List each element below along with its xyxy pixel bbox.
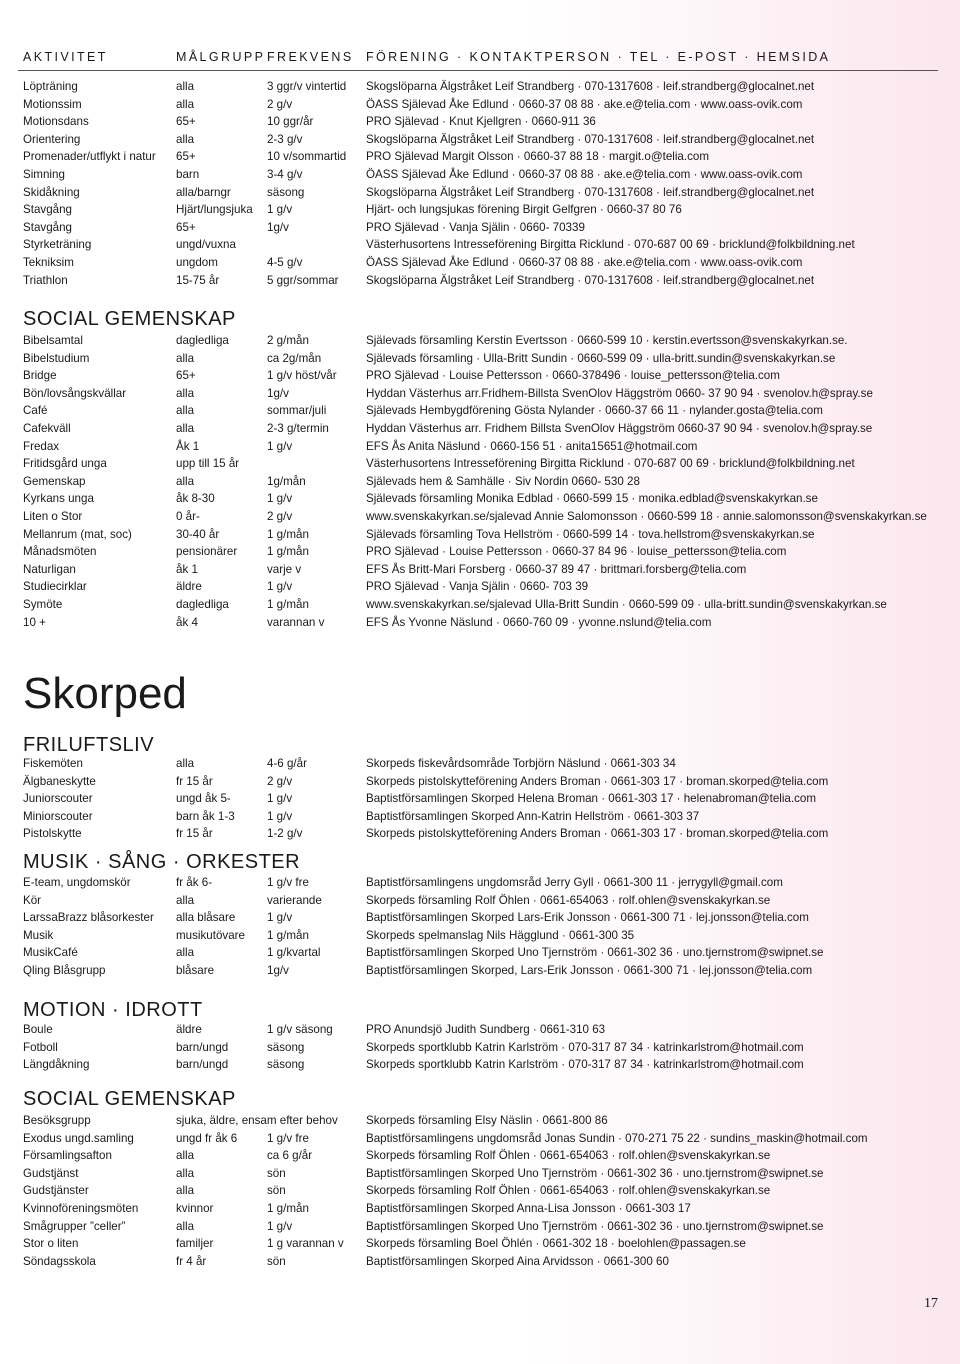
activity-cell: Exodus ungd.samling [23,1131,134,1145]
activity-cell: Studiecirklar [23,580,87,594]
target-group-cell: alla [176,386,195,400]
activity-cell: Skidåkning [23,185,80,199]
table-row [0,874,960,892]
activity-cell: Stavgång [23,220,72,234]
target-group-cell: alla blåsare [176,911,236,925]
table-row [0,184,960,202]
table-row [0,113,960,131]
target-group-cell: 65+ [176,369,196,383]
association-cell: PRO Själevad · Louise Pettersson · 0660-378496 · louise_pettersson@telia.com [366,369,780,383]
target-group-cell: upp till 15 år [176,457,240,471]
target-group-cell: åk 4 [176,615,198,629]
activity-cell: Söndagsskola [23,1254,96,1268]
frequency-cell: 1 g/v säsong [267,1023,333,1036]
association-cell: ÖASS Själevad Åke Edlund · 0660-37 08 88 · ake.e@telia.com · www.oass-ovik.com [366,97,803,111]
table-row [0,543,960,561]
target-group-cell: barn [176,167,200,181]
target-group-cell: barn/ungd [176,1058,229,1072]
place-title: Skorped [23,669,187,718]
target-group-cell: pensionärer [176,545,238,559]
association-cell: PRO Själevad Margit Olsson · 0660-37 88 18 · margit.o@telia.com [366,150,709,164]
frequency-cell: 3-4 g/v [267,167,303,181]
activity-cell: Löpträning [23,80,78,93]
association-cell: Skorpeds pistolskytteförening Anders Broman · 0661-303 17 · broman.skorped@telia.com [366,774,829,788]
association-cell: Skogslöparna Älgstråket Leif Strandberg · 070-1317608 · leif.strandberg@glocalnet.net [366,132,815,146]
association-cell: Själevads Hembygdförening Gösta Nylander · 0660-37 66 11 · nylander.gosta@telia.com [366,404,823,418]
activity-cell: Längdåkning [23,1058,90,1072]
table-row [0,367,960,385]
association-cell: Skorpeds församling Rolf Öhlen · 0661-654063 · rolf.ohlen@svenskakyrkan.se [366,1184,771,1198]
page-number: 17 [924,1296,938,1311]
activity-cell: Bibelstudium [23,351,90,365]
header-frequency: FREKVENS [267,50,354,64]
association-cell: EFS Ås Yvonne Näslund · 0660-760 09 · yvonne.nslund@telia.com [366,615,712,629]
table-row [0,490,960,508]
activity-table-motion [0,1021,960,1074]
frequency-cell: varannan v [267,615,325,629]
association-cell: Skorpeds pistolskytteförening Anders Broman · 0661-303 17 · broman.skorped@telia.com [366,827,829,841]
section-title-musik: MUSIK · SÅNG · ORKESTER [23,851,301,873]
table-row [0,808,960,826]
frequency-cell: 1 g/v [267,580,293,594]
frequency-cell: 2 g/v [267,97,293,111]
association-cell: PRO Själevad · Louise Pettersson · 0660-37 84 96 · louise_pettersson@telia.com [366,545,787,559]
target-group-cell: alla [176,757,195,770]
association-cell: Skogslöparna Älgstråket Leif Strandberg · 070-1317608 · leif.strandberg@glocalnet.net [366,185,815,199]
target-group-cell: äldre [176,580,202,594]
activity-cell: Musik [23,928,54,942]
association-cell: Hjärt- och lungsjukas förening Birgit Gelfgren · 0660-37 80 76 [366,203,682,217]
association-cell: PRO Anundsjö Judith Sundberg · 0661-310 63 [366,1023,606,1036]
association-cell: Baptistförsamlingen Skorped Lars-Erik Jonsson · 0661-300 71 · lej.jonsson@telia.com [366,911,809,925]
activity-cell: Qling Blåsgrupp [23,963,106,977]
activity-cell: Miniorscouter [23,809,93,823]
activity-cell: Juniorscouter [23,792,93,806]
association-cell: PRO Själevad · Knut Kjellgren · 0660-911 36 [366,115,596,129]
section-title-friluftsliv: FRILUFTSLIV [23,734,155,756]
association-cell: www.svenskakyrkan.se/sjalevad Ulla-Britt Sundin · 0660-599 09 · ulla-britt.sundin@svenskakyrkan.se [366,597,887,611]
association-cell: Själevads hem & Samhälle · Siv Nordin 0660- 530 28 [366,474,640,488]
activity-table-top [0,78,960,289]
activity-cell: LarssaBrazz blåsorkester [23,911,154,925]
frequency-cell: ca 6 g/år [267,1149,313,1163]
association-cell: Baptistförsamlingen Skorped Helena Broman · 0661-303 17 · helenabroman@telia.com [366,792,817,806]
table-row [0,962,960,980]
header-target-group: MÅLGRUPP [176,50,266,64]
target-group-cell: 65+ [176,220,196,234]
association-cell: Baptistförsamlingen Skorped Uno Tjernström · 0661-302 36 · uno.tjernstrom@swipnet.se [366,946,824,960]
activity-cell: Motionsdans [23,115,89,129]
activity-table-social-2 [0,1112,960,1270]
activity-cell: Café [23,404,48,418]
target-group-cell: ungd fr åk 6 [176,1131,238,1145]
frequency-cell: 1 g/v [267,792,293,806]
association-cell: Baptistförsamlingens ungdomsråd Jerry Gyll · 0661-300 11 · jerrygyll@gmail.com [366,876,783,889]
table-row [0,473,960,491]
activity-table-musik [0,874,960,980]
target-group-cell: alla [176,351,195,365]
table-row [0,455,960,473]
target-group-cell: fr 15 år [176,774,213,788]
target-group-cell: alla [176,80,195,93]
table-row [0,236,960,254]
frequency-cell: 1 g/kvartal [267,946,321,960]
target-group-cell: alla/barngr [176,185,231,199]
frequency-cell: 1g/v [267,220,289,234]
association-cell: Skogslöparna Älgstråket Leif Strandberg · 070-1317608 · leif.strandberg@glocalnet.net [366,273,815,287]
table-row [0,96,960,114]
section-title-social-1: SOCIAL GEMENSKAP [23,308,236,330]
table-row [0,78,960,96]
target-group-cell: dagledliga [176,597,229,611]
header-activity: AKTIVITET [23,50,108,64]
association-cell: Skorpeds sportklubb Katrin Karlström · 070-317 87 34 · katrinkarlstrom@hotmail.com [366,1040,804,1054]
association-cell: Västerhusortens Intresseförening Birgitta Ricklund · 070-687 00 69 · bricklund@folkbildning.net [366,457,855,471]
frequency-cell: 10 ggr/år [267,115,314,129]
association-cell: Baptistförsamlingen Skorped Anna-Lisa Jonsson · 0661-303 17 [366,1201,691,1215]
table-row [0,614,960,632]
header-rule [18,70,938,71]
frequency-cell: sommar/juli [267,404,327,418]
frequency-cell: säsong [267,1058,305,1072]
activity-cell: Fiskemöten [23,757,83,770]
target-group-cell: alla [176,893,195,907]
association-cell: Skorpeds församling Rolf Öhlen · 0661-654063 · rolf.ohlen@svenskakyrkan.se [366,1149,771,1163]
frequency-cell: 1 g/v [267,911,293,925]
activity-cell: Gudstjänst [23,1166,79,1180]
association-cell: www.svenskakyrkan.se/sjalevad Annie Salomonsson · 0660-599 18 · annie.salomonsson@svenskakyrkan.se [366,509,927,523]
activity-cell: Fritidsgård unga [23,457,107,471]
frequency-cell: sön [267,1166,286,1180]
association-cell: Västerhusortens Intresseförening Birgitta Ricklund · 070-687 00 69 · bricklund@folkbildning.net [366,238,855,252]
section-title-social-2: SOCIAL GEMENSKAP [23,1088,236,1110]
column-header [0,50,960,70]
activity-cell: Stavgång [23,203,72,217]
association-cell: Baptistförsamlingen Skorped Aina Arvidsson · 0661-300 60 [366,1254,669,1268]
association-cell: Baptistförsamlingen Skorped, Lars-Erik Jonsson · 0661-300 71 · lej.jonsson@telia.com [366,963,813,977]
activity-table-social-1 [0,332,960,631]
frequency-cell: 4-5 g/v [267,255,303,269]
association-cell: Baptistförsamlingens ungdomsråd Jonas Sundin · 070-271 75 22 · sundins_maskin@hotmail.com [366,1131,868,1145]
target-group-cell: alla [176,132,195,146]
table-row [0,927,960,945]
target-group-cell: familjer [176,1237,214,1251]
activity-cell: Styrketräning [23,238,92,252]
activity-cell: Simning [23,167,65,181]
association-cell: Själevads församling Monika Edblad · 0660-599 15 · monika.edblad@svenskakyrkan.se [366,492,818,506]
frequency-cell: 3 ggr/v vintertid [267,80,347,93]
activity-cell: Gudstjänster [23,1184,89,1198]
target-group-cell: alla [176,1166,195,1180]
frequency-cell: säsong [267,185,305,199]
frequency-cell: 1 g varannan v [267,1237,344,1251]
table-row [0,909,960,927]
activity-cell: Motionssim [23,97,82,111]
activity-cell: MusikCafé [23,946,78,960]
table-row [0,1218,960,1236]
table-row [0,1182,960,1200]
table-row [0,350,960,368]
target-group-cell: åk 1 [176,562,198,576]
table-row [0,526,960,544]
frequency-cell: 1 g/v fre [267,876,309,889]
activity-cell: Kvinnoföreningsmöten [23,1201,139,1215]
frequency-cell: 1g/v [267,963,289,977]
activity-cell: Cafekväll [23,421,71,435]
association-cell: Baptistförsamlingen Skorped Uno Tjernström · 0661-302 36 · uno.tjernstrom@swipnet.se [366,1166,824,1180]
target-group-cell: kvinnor [176,1201,214,1215]
target-group-cell: alla [176,1184,195,1198]
activity-cell: 10 + [23,615,46,629]
target-group-cell: 0 år- [176,509,200,523]
table-row [0,1056,960,1074]
target-group-cell: fr åk 6- [176,876,213,889]
activity-cell: Tekniksim [23,255,74,269]
table-row [0,420,960,438]
table-row [0,1253,960,1271]
table-row [0,166,960,184]
activity-cell: Månadsmöten [23,545,97,559]
table-row [0,790,960,808]
frequency-cell: 2-3 g/termin [267,421,329,435]
table-row [0,1021,960,1039]
association-cell: Skorpeds församling Elsy Näslin · 0661-800 86 [366,1114,608,1127]
frequency-cell: 1 g/v [267,203,293,217]
association-cell: Själevads församling Kerstin Evertsson · 0660-599 10 · kerstin.evertsson@svenskakyrkan.se. [366,334,848,347]
activity-cell: Församlingsafton [23,1149,112,1163]
table-row [0,148,960,166]
table-row [0,1130,960,1148]
frequency-cell: sön [267,1184,286,1198]
association-cell: Skorpeds sportklubb Katrin Karlström · 070-317 87 34 · katrinkarlstrom@hotmail.com [366,1058,804,1072]
table-row [0,332,960,350]
activity-cell: Pistolskytte [23,827,82,841]
table-row [0,219,960,237]
association-cell: Skorpeds fiskevårdsområde Torbjörn Näslund · 0661-303 34 [366,757,676,770]
activity-cell: Kör [23,893,42,907]
activity-cell: Mellanrum (mat, soc) [23,527,132,541]
activity-cell: Smågrupper ”celler” [23,1219,126,1233]
target-group-cell: dagledliga [176,334,229,347]
target-group-cell: alla [176,97,195,111]
table-row [0,1147,960,1165]
table-row [0,755,960,773]
target-group-cell: alla [176,1219,195,1233]
table-row [0,596,960,614]
section-title-motion: MOTION · IDROTT [23,999,203,1021]
association-cell: Skorpeds församling Rolf Öhlen · 0661-654063 · rolf.ohlen@svenskakyrkan.se [366,893,771,907]
frequency-cell: varierande [267,893,322,907]
target-group-cell: sjuka, äldre, ensam efter behov [176,1114,338,1127]
table-row [0,944,960,962]
frequency-cell: 1 g/v [267,1219,293,1233]
target-group-cell: 15-75 år [176,273,220,287]
frequency-cell: 1 g/mån [267,545,309,559]
association-cell: Skorpeds församling Boel Öhlén · 0661-302 18 · boelohlen@passagen.se [366,1237,746,1251]
frequency-cell: 2-3 g/v [267,132,303,146]
target-group-cell: alla [176,946,195,960]
frequency-cell: 1 g/v [267,439,293,453]
frequency-cell: 2 g/v [267,509,293,523]
frequency-cell: 4-6 g/år [267,757,307,770]
target-group-cell: barn/ungd [176,1040,229,1054]
table-row [0,1112,960,1130]
association-cell: Hyddan Västerhus arr.Fridhem-Billsta SvenOlov Häggström 0660- 37 90 94 · svenolov.h@spray.se [366,386,873,400]
frequency-cell: 1 g/v höst/vår [267,369,337,383]
activity-cell: Boule [23,1023,53,1036]
activity-cell: Triathlon [23,273,68,287]
frequency-cell: 1-2 g/v [267,827,303,841]
table-row [0,1165,960,1183]
table-row [0,272,960,290]
frequency-cell: 1 g/v [267,809,293,823]
header-association: FÖRENING · KONTAKTPERSON · TEL · E-POST · HEMSIDA [366,50,831,64]
activity-cell: Gemenskap [23,474,86,488]
activity-table-friluftsliv [0,755,960,843]
table-row [0,578,960,596]
activity-cell: Liten o Stor [23,509,83,523]
target-group-cell: alla [176,1149,195,1163]
association-cell: EFS Ås Anita Näslund · 0660-156 51 · anita15651@hotmail.com [366,439,698,453]
target-group-cell: ungdom [176,255,218,269]
frequency-cell: 1 g/v [267,492,293,506]
target-group-cell: alla [176,421,195,435]
frequency-cell: varje v [267,562,302,576]
target-group-cell: äldre [176,1023,202,1036]
table-row [0,254,960,272]
target-group-cell: blåsare [176,963,215,977]
association-cell: PRO Själevad · Vanja Själin · 0660- 703 39 [366,580,589,594]
target-group-cell: ungd/vuxna [176,238,236,252]
table-row [0,201,960,219]
target-group-cell: Åk 1 [176,439,200,453]
table-row [0,892,960,910]
target-group-cell: åk 8-30 [176,492,215,506]
frequency-cell: 2 g/mån [267,334,309,347]
activity-cell: Bön/lovsångskvällar [23,386,127,400]
table-row [0,773,960,791]
target-group-cell: 65+ [176,150,196,164]
table-row [0,438,960,456]
target-group-cell: Hjärt/lungsjuka [176,203,253,217]
activity-cell: Symöte [23,597,63,611]
association-cell: Skorpeds spelmanslag Nils Hägglund · 0661-300 35 [366,928,635,942]
target-group-cell: barn åk 1-3 [176,809,235,823]
target-group-cell: alla [176,404,195,418]
association-cell: PRO Själevad · Vanja Själin · 0660- 70339 [366,220,585,234]
frequency-cell: 10 v/sommartid [267,150,347,164]
activity-cell: Besöksgrupp [23,1114,91,1127]
target-group-cell: musikutövare [176,928,245,942]
activity-cell: Bibelsamtal [23,334,83,347]
activity-cell: Orientering [23,132,81,146]
frequency-cell: sön [267,1254,286,1268]
activity-cell: Naturligan [23,562,76,576]
table-row [0,561,960,579]
association-cell: Själevads församling Tova Hellström · 0660-599 14 · tova.hellstrom@svenskakyrkan.se [366,527,815,541]
frequency-cell: 1 g/mån [267,1201,309,1215]
frequency-cell: ca 2g/mån [267,351,322,365]
frequency-cell: 1 g/mån [267,527,309,541]
activity-cell: Bridge [23,369,57,383]
association-cell: Skogslöparna Älgstråket Leif Strandberg · 070-1317608 · leif.strandberg@glocalnet.net [366,80,815,93]
frequency-cell: 1g/v [267,386,289,400]
activity-cell: Älgbaneskytte [23,774,96,788]
table-row [0,131,960,149]
association-cell: EFS Ås Britt-Mari Forsberg · 0660-37 89 47 · brittmari.forsberg@telia.com [366,562,747,576]
frequency-cell: 1 g/v fre [267,1131,309,1145]
target-group-cell: alla [176,474,195,488]
frequency-cell: säsong [267,1040,305,1054]
association-cell: Hyddan Västerhus arr. Fridhem Billsta SvenOlov Häggström 0660-37 90 94 · svenolov.h@spray.se [366,421,873,435]
activity-cell: Promenader/utflykt i natur [23,150,156,164]
activity-cell: Kyrkans unga [23,492,94,506]
table-row [0,508,960,526]
activity-cell: E-team, ungdomskör [23,876,131,889]
association-cell: Baptistförsamlingen Skorped Uno Tjernström · 0661-302 36 · uno.tjernstrom@swipnet.se [366,1219,824,1233]
frequency-cell: 1 g/mån [267,597,309,611]
association-cell: ÖASS Själevad Åke Edlund · 0660-37 08 88 · ake.e@telia.com · www.oass-ovik.com [366,255,803,269]
association-cell: Baptistförsamlingen Skorped Ann-Katrin Hellström · 0661-303 37 [366,809,700,823]
activity-cell: Stor o liten [23,1237,79,1251]
target-group-cell: 30-40 år [176,527,220,541]
table-row [0,1235,960,1253]
table-row [0,825,960,843]
frequency-cell: 1 g/mån [267,928,309,942]
target-group-cell: fr 15 år [176,827,213,841]
target-group-cell: fr 4 år [176,1254,207,1268]
activity-cell: Fredax [23,439,60,453]
target-group-cell: ungd åk 5- [176,792,231,806]
activity-cell: Fotboll [23,1040,58,1054]
association-cell: Själevads församling · Ulla-Britt Sundin · 0660-599 09 · ulla-britt.sundin@svenskakyrkan.se [366,351,836,365]
table-row [0,402,960,420]
association-cell: ÖASS Själevad Åke Edlund · 0660-37 08 88 · ake.e@telia.com · www.oass-ovik.com [366,167,803,181]
table-row [0,385,960,403]
frequency-cell: 1g/mån [267,474,306,488]
table-row [0,1039,960,1057]
table-row [0,1200,960,1218]
target-group-cell: 65+ [176,115,196,129]
frequency-cell: 5 ggr/sommar [267,273,339,287]
frequency-cell: 2 g/v [267,774,293,788]
